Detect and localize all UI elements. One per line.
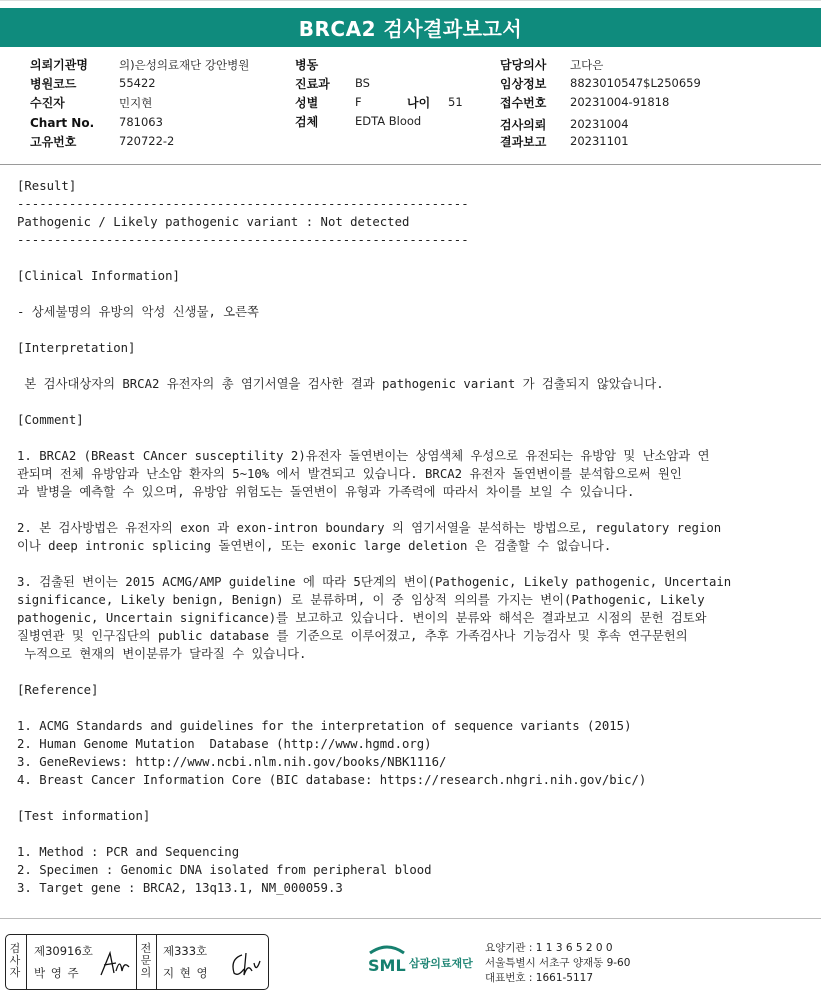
report-body — [17, 172, 817, 895]
clinical-info-heading: [Clinical Information] — [17, 269, 180, 283]
interpretation-line: 본 검사대상자의 BRCA2 유전자의 총 염기서열을 검사한 결과 pathogenic variant 가 검출되지 않았습니다. — [17, 377, 664, 391]
institution-info — [485, 941, 630, 986]
result-line: Pathogenic / Likely pathogenic variant : Not detected — [17, 215, 410, 229]
doctor-value: 고다은 — [570, 58, 604, 72]
patient-label: 수진자 — [30, 96, 65, 110]
specimen-value: EDTA Blood — [355, 114, 422, 128]
doctor-label: 담당의사 — [500, 58, 547, 72]
institution-name: 삼광의료재단 — [409, 957, 473, 970]
unique-no-label: 고유번호 — [30, 135, 77, 149]
clinical-info-label: 임상정보 — [500, 77, 547, 91]
tester-name: 박 영 주 — [34, 966, 80, 980]
unique-no-value: 720722-2 — [119, 134, 175, 148]
receipt-no-value: 20231004-91818 — [570, 95, 670, 109]
result-heading: [Result] — [17, 179, 77, 193]
test-info-heading: [Test information] — [17, 809, 151, 823]
comment-line: 누적으로 현재의 변이분류가 달라질 수 있습니다. — [17, 647, 307, 661]
institution-address: 서울특별시 서초구 양재동 9-60 — [485, 957, 631, 969]
comment-line: pathogenic, Uncertain significance)를 보고하고 있습니다. 변이의 분류와 해석은 결과보고 시점의 문헌 검토와 — [17, 611, 707, 625]
comment-line: significance, Likely benign, Benign) 로 분류하며, 이 중 임상적 의의를 가지는 변이(Pathogenic, Likely — [17, 593, 705, 607]
test-info-item: 1. Method : PCR and Sequencing — [17, 845, 240, 859]
interpretation-heading: [Interpretation] — [17, 341, 136, 355]
chart-no-value: 781063 — [119, 115, 163, 129]
clinical-info-value: 8823010547$L250659 — [570, 76, 701, 90]
comment-line: 과 발병을 예측할 수 있으며, 유방암 위험도는 돌연변이 유형과 가족력에 따라서 차이를 보일 수 있습니다. — [17, 485, 635, 499]
comment-heading: [Comment] — [17, 413, 84, 427]
specialist-signature — [228, 949, 262, 979]
signature-divider — [136, 935, 137, 989]
comment-line: 1. BRCA2 (BReast CAncer susceptility 2)유전자 돌연변이는 상염색체 우성으로 유전되는 유방암 및 난소암과 연 — [17, 449, 710, 463]
specialist-name: 지 현 영 — [163, 966, 209, 980]
request-date-value: 20231004 — [570, 117, 629, 131]
signature-divider — [156, 935, 157, 989]
reference-item: 1. ACMG Standards and guidelines for the interpretation of sequence variants (2015) — [17, 719, 632, 733]
receipt-no-label: 접수번호 — [500, 96, 547, 110]
tester-label: 검사자 — [9, 942, 21, 979]
specialist-license-no: 제333호 — [163, 944, 208, 958]
footer-divider — [0, 918, 821, 919]
report-header — [0, 47, 821, 164]
comment-line: 질병연관 및 인구집단의 public database 를 기준으로 이루어졌고, 추후 가족검사나 기능검사 및 후속 연구문헌의 — [17, 629, 688, 643]
age-value: 51 — [448, 95, 463, 109]
reference-item: 2. Human Genome Mutation Database (http://www.hgmd.org) — [17, 737, 432, 751]
hospital-code-label: 병원코드 — [30, 77, 77, 91]
sex-value: F — [355, 95, 362, 109]
header-divider — [0, 164, 821, 165]
signature-divider — [26, 935, 27, 989]
sml-logo-letters: SML — [368, 956, 406, 975]
ward-label: 병동 — [295, 58, 319, 72]
tester-signature — [98, 949, 132, 979]
specialist-label: 전문의 — [140, 942, 152, 979]
comment-line: 관되며 전체 유방암과 난소암 환자의 5~10% 에서 발견되고 있습니다. BRCA2 유전자 돌연변이를 분석함으로써 원인 — [17, 467, 682, 481]
comment-line: 3. 검출된 변이는 2015 ACMG/AMP guideline 에 따라 5단계의 변이(Pathogenic, Likely pathogenic, Uncertain — [17, 575, 732, 589]
reference-item: 4. Breast Cancer Information Core (BIC database: https://research.nhgri.nih.gov/bic/) — [17, 773, 647, 787]
age-label: 나이 — [407, 96, 431, 110]
institution-code: 요양기관 : 1 1 3 6 5 2 0 0 — [485, 942, 613, 954]
top-border — [0, 0, 821, 1]
department-label: 진료과 — [295, 77, 330, 91]
hospital-value: 의)은성의료재단 강안병원 — [119, 58, 250, 72]
specimen-label: 검체 — [295, 115, 319, 129]
clinical-info-line: - 상세불명의 유방의 악성 신생물, 오른쪽 — [17, 305, 259, 319]
sex-label: 성별 — [295, 96, 319, 110]
test-info-item: 2. Specimen : Genomic DNA isolated from peripheral blood — [17, 863, 432, 877]
test-info-item: 3. Target gene : BRCA2, 13q13.1, NM_000059.3 — [17, 881, 343, 895]
reference-heading: [Reference] — [17, 683, 99, 697]
hospital-code-value: 55422 — [119, 76, 156, 90]
report-date-value: 20231101 — [570, 134, 629, 148]
sml-logo — [366, 945, 408, 979]
report-date-label: 결과보고 — [500, 135, 547, 149]
institution-phone: 대표번호 : 1661-5117 — [485, 972, 594, 984]
report-title: BRCA2 검사결과보고서 — [0, 8, 821, 47]
comment-line: 이나 deep intronic splicing 돌연변이, 또는 exonic large deletion 은 검출할 수 없습니다. — [17, 539, 612, 553]
comment-line: 2. 본 검사방법은 유전자의 exon 과 exon-intron boundary 의 염기서열을 분석하는 방법으로, regulatory region — [17, 521, 722, 535]
result-rule-top: ------------------------------------------------------------- — [17, 197, 469, 211]
signature-box — [5, 934, 269, 990]
department-value: BS — [355, 76, 370, 90]
hospital-label: 의뢰기관명 — [30, 58, 88, 72]
result-rule-bottom: ------------------------------------------------------------- — [17, 233, 469, 247]
chart-no-label: Chart No. — [30, 116, 95, 130]
tester-license-no: 제30916호 — [34, 944, 93, 958]
request-date-label: 검사의뢰 — [500, 118, 547, 132]
reference-item: 3. GeneReviews: http://www.ncbi.nlm.nih.gov/books/NBK1116/ — [17, 755, 447, 769]
patient-value: 민지현 — [119, 96, 153, 110]
